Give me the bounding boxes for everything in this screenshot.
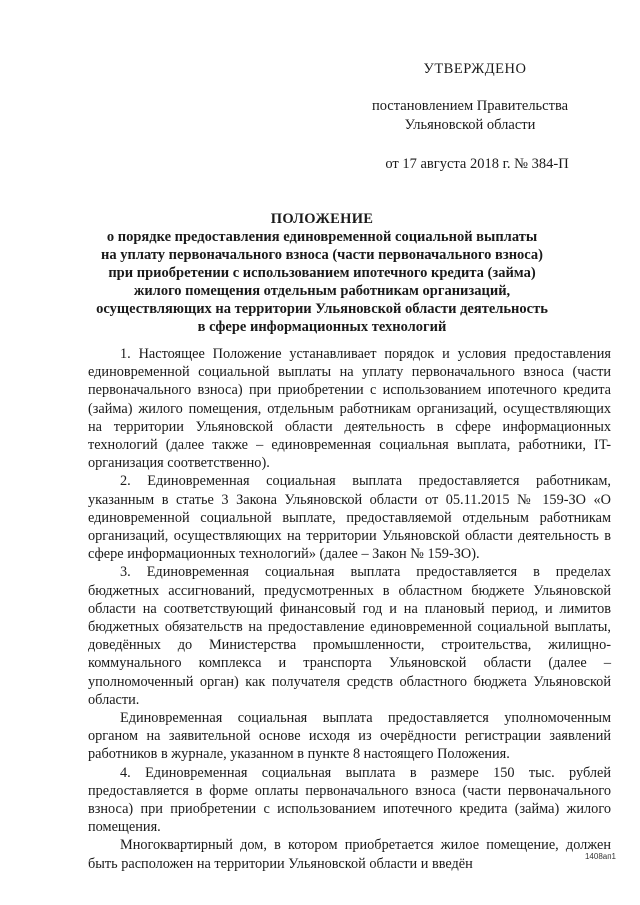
title-line: жилого помещения отдельным работникам организаций, — [133, 283, 511, 299]
document-title — [84, 210, 560, 336]
approval-line-1: постановлением Правительства — [371, 98, 569, 114]
paragraph-3-continued: Единовременная социальная выплата предоставляется уполномоченным органом на заявительной основе исходя из очерёдности регистрации заявлений работников в журнале, указанном в пункте 8 настоящего Положения. — [88, 710, 611, 763]
paragraph-4: 4. Единовременная социальная выплата в размере 150 тыс. рублей предоставляется в форме оплаты первоначального взноса (части первоначального взноса) при приобретении с использованием ипотечного кредита (займа) жилого помещения. — [88, 764, 611, 836]
title-line: о порядке предоставления единовременной социальной выплаты — [106, 229, 538, 245]
title-line: в сфере информационных технологий — [197, 319, 447, 335]
approval-date: от 17 августа 2018 г. № 384-П — [385, 156, 569, 172]
footer-code: 1408ап1 — [584, 852, 616, 861]
paragraph-3: 3. Единовременная социальная выплата предоставляется в пределах бюджетных ассигнований, предусмотренных в областном бюджете Ульяновской области на соответствующий финансовый год и на плановый период, и лимитов бюджетных обязательств на предоставление единовременной социальной выплаты, доведённых до Министерства промышленности, строительства, жилищно-коммунального комплекса и транспорта Ульяновской области (далее – уполномоченный орган) как получателя средств областного бюджета Ульяновской области. — [88, 564, 611, 708]
approval-line-2: Ульяновской области — [404, 117, 536, 133]
title-heading: ПОЛОЖЕНИЕ — [270, 211, 374, 227]
paragraph-1: 1. Настоящее Положение устанавливает порядок и условия предоставления единовременной социальной выплаты на уплату первоначального взноса (части первоначального взноса) при приобретении с использованием ипотечного кредита (займа) жилого помещения, отдельным работникам организаций, осуществляющих на территории Ульяновской области деятельность в сфере информационных технологий (далее также – единовременная социальная выплата, работники, IT-организация соответственно). — [88, 346, 611, 472]
title-line: осуществляющих на территории Ульяновской области деятельность — [96, 301, 548, 317]
paragraph-4-continued: Многоквартирный дом, в котором приобретается жилое помещение, должен быть расположен на территории Ульяновской области и введён — [88, 837, 611, 872]
document-body — [88, 345, 611, 873]
paragraph-2: 2. Единовременная социальная выплата предоставляется работникам, указанным в статье 3 Закона Ульяновской области от 05.11.2015 № 159-ЗО «О единовременной социальной выплате, предоставляемой отдельным работникам организаций, осуществляющих на территории Ульяновской области деятельность в сфере информационных технологий» (далее – Закон № 159-ЗО). — [88, 473, 611, 563]
approval-word: УТВЕРЖДЕНО — [423, 61, 527, 77]
approval-stamp — [360, 60, 580, 174]
title-line: при приобретении с использованием ипотечного кредита (займа) — [108, 265, 536, 281]
title-line: на уплату первоначального взноса (части первоначального взноса) — [101, 247, 543, 263]
